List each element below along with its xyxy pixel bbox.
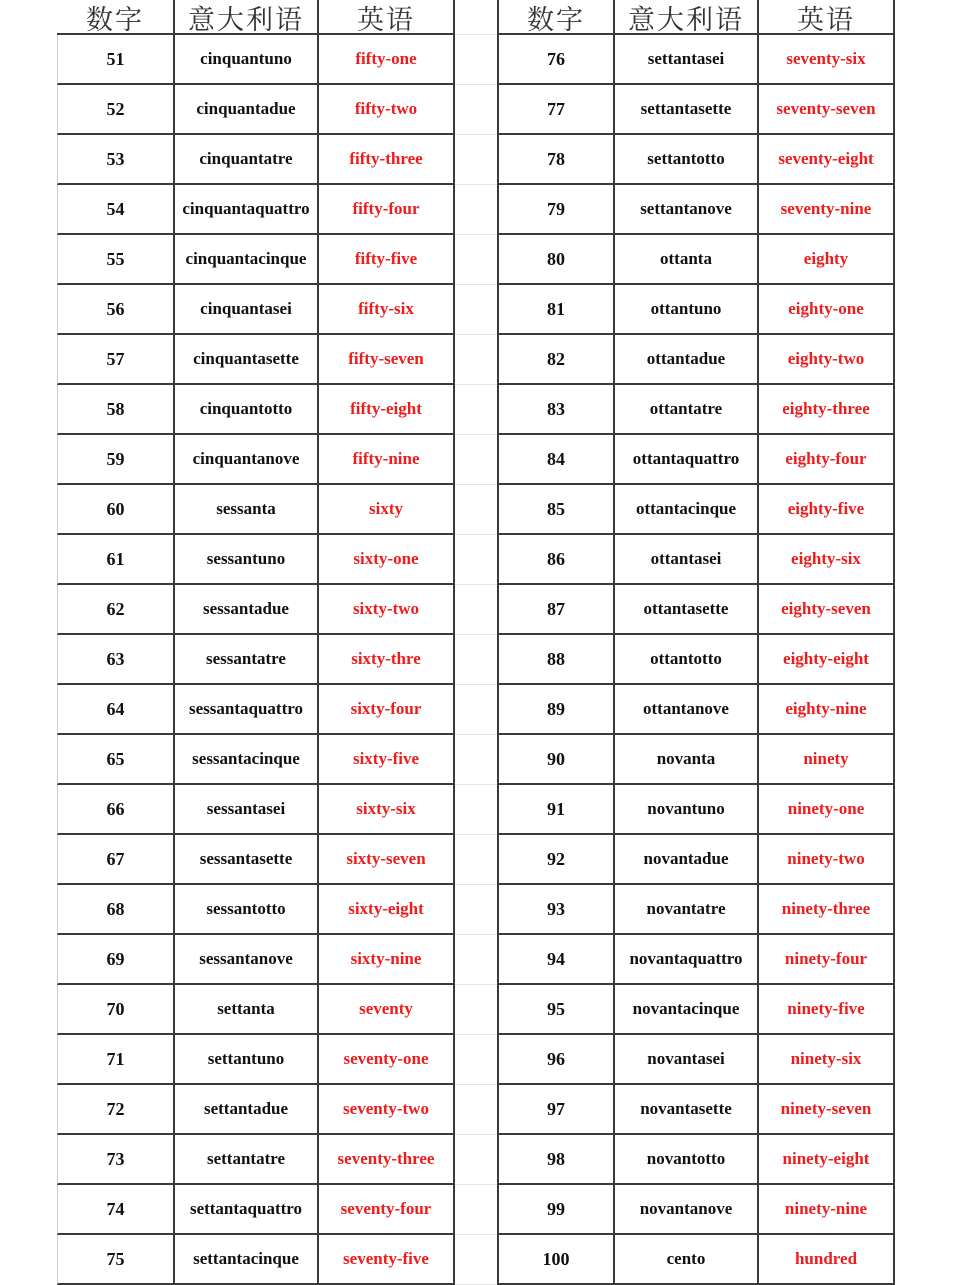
number-cell: 88 — [497, 635, 615, 685]
english-cell: sixty-one — [319, 535, 455, 585]
table-row — [497, 535, 895, 585]
table-row — [57, 735, 455, 785]
english-cell: eighty-one — [759, 285, 895, 335]
table-row — [57, 585, 455, 635]
number-cell: 73 — [57, 1135, 175, 1185]
italian-cell: settanta — [175, 985, 319, 1035]
number-cell: 70 — [57, 985, 175, 1035]
number-cell: 71 — [57, 1035, 175, 1085]
number-cell: 72 — [57, 1085, 175, 1135]
header-italian: 意大利语 — [175, 0, 319, 35]
english-cell: fifty-two — [319, 85, 455, 135]
english-cell: seventy-seven — [759, 85, 895, 135]
table-row — [57, 1235, 455, 1285]
italian-cell: settantadue — [175, 1085, 319, 1135]
table-row — [497, 985, 895, 1035]
english-cell: ninety-four — [759, 935, 895, 985]
gap-gridline — [455, 334, 497, 335]
italian-cell: ottantadue — [615, 335, 759, 385]
gap-gridline — [455, 834, 497, 835]
number-cell: 57 — [57, 335, 175, 385]
italian-cell: ottanta — [615, 235, 759, 285]
table-row — [57, 35, 455, 85]
number-cell: 77 — [497, 85, 615, 135]
italian-cell: novantuno — [615, 785, 759, 835]
english-cell: eighty-seven — [759, 585, 895, 635]
gap-gridline — [455, 734, 497, 735]
italian-cell: novantatre — [615, 885, 759, 935]
number-cell: 98 — [497, 1135, 615, 1185]
gap-gridline — [455, 384, 497, 385]
gap-gridline — [455, 884, 497, 885]
english-cell: sixty-six — [319, 785, 455, 835]
number-cell: 51 — [57, 35, 175, 85]
gap-gridline — [455, 134, 497, 135]
number-cell: 53 — [57, 135, 175, 185]
italian-cell: ottantatre — [615, 385, 759, 435]
english-cell: seventy-two — [319, 1085, 455, 1135]
header-italian: 意大利语 — [615, 0, 759, 35]
table-row — [57, 185, 455, 235]
italian-cell: ottantaquattro — [615, 435, 759, 485]
number-cell: 78 — [497, 135, 615, 185]
number-cell: 85 — [497, 485, 615, 535]
number-cell: 65 — [57, 735, 175, 785]
table-row — [497, 285, 895, 335]
table-row — [497, 635, 895, 685]
number-cell: 79 — [497, 185, 615, 235]
table-row — [57, 85, 455, 135]
gap-gridline — [455, 684, 497, 685]
table-row — [57, 485, 455, 535]
italian-cell: sessantadue — [175, 585, 319, 635]
number-cell: 66 — [57, 785, 175, 835]
english-cell: seventy-four — [319, 1185, 455, 1235]
italian-cell: ottantacinque — [615, 485, 759, 535]
english-cell: eighty-two — [759, 335, 895, 385]
number-cell: 54 — [57, 185, 175, 235]
english-cell: ninety-seven — [759, 1085, 895, 1135]
header-row — [497, 0, 895, 35]
gap-gridline — [455, 34, 497, 35]
english-cell: sixty-eight — [319, 885, 455, 935]
italian-cell: cinquantatre — [175, 135, 319, 185]
number-cell: 100 — [497, 1235, 615, 1285]
english-cell: seventy-six — [759, 35, 895, 85]
gap-gridline — [455, 534, 497, 535]
table-row — [497, 1035, 895, 1085]
english-cell: eighty-five — [759, 485, 895, 535]
number-cell: 60 — [57, 485, 175, 535]
italian-cell: cinquantuno — [175, 35, 319, 85]
italian-cell: novantaquattro — [615, 935, 759, 985]
number-cell: 52 — [57, 85, 175, 135]
english-cell: eighty-four — [759, 435, 895, 485]
italian-cell: sessantatre — [175, 635, 319, 685]
gap-gridline — [455, 484, 497, 485]
table-row — [497, 185, 895, 235]
table-row — [497, 885, 895, 935]
english-cell: ninety-five — [759, 985, 895, 1035]
header-english: 英语 — [759, 0, 895, 35]
table-row — [57, 985, 455, 1035]
table-row — [57, 1035, 455, 1085]
english-cell: sixty-two — [319, 585, 455, 635]
number-cell: 81 — [497, 285, 615, 335]
number-cell: 92 — [497, 835, 615, 885]
table-row — [497, 735, 895, 785]
english-cell: ninety — [759, 735, 895, 785]
table-row — [497, 835, 895, 885]
number-cell: 62 — [57, 585, 175, 635]
italian-cell: settantuno — [175, 1035, 319, 1085]
english-cell: sixty-nine — [319, 935, 455, 985]
english-cell: ninety-eight — [759, 1135, 895, 1185]
english-cell: fifty-six — [319, 285, 455, 335]
number-cell: 63 — [57, 635, 175, 685]
italian-cell: settantasette — [615, 85, 759, 135]
table-row — [497, 585, 895, 635]
english-cell: ninety-two — [759, 835, 895, 885]
gap-gridline — [455, 84, 497, 85]
table-row — [497, 685, 895, 735]
italian-cell: cinquantotto — [175, 385, 319, 435]
english-cell: eighty-eight — [759, 635, 895, 685]
english-cell: seventy — [319, 985, 455, 1035]
header-row — [57, 0, 455, 35]
number-cell: 97 — [497, 1085, 615, 1135]
number-cell: 76 — [497, 35, 615, 85]
english-cell: seventy-five — [319, 1235, 455, 1285]
italian-cell: cinquantadue — [175, 85, 319, 135]
table-row — [57, 535, 455, 585]
number-cell: 82 — [497, 335, 615, 385]
italian-cell: sessantanove — [175, 935, 319, 985]
number-cell: 55 — [57, 235, 175, 285]
number-cell: 75 — [57, 1235, 175, 1285]
english-cell: eighty-three — [759, 385, 895, 435]
table-row — [497, 1135, 895, 1185]
english-cell: fifty-three — [319, 135, 455, 185]
number-cell: 74 — [57, 1185, 175, 1235]
number-cell: 86 — [497, 535, 615, 585]
number-cell: 69 — [57, 935, 175, 985]
table-row — [57, 385, 455, 435]
numbers-table-76-100 — [497, 0, 895, 1285]
italian-cell: cinquantanove — [175, 435, 319, 485]
table-row — [497, 935, 895, 985]
english-cell: ninety-three — [759, 885, 895, 935]
header-number: 数字 — [497, 0, 615, 35]
numbers-table-51-75 — [57, 0, 455, 1285]
table-row — [497, 235, 895, 285]
table-row — [57, 435, 455, 485]
english-cell: ninety-nine — [759, 1185, 895, 1235]
english-cell: eighty-nine — [759, 685, 895, 735]
header-english: 英语 — [319, 0, 455, 35]
number-cell: 64 — [57, 685, 175, 735]
gap-gridline — [455, 934, 497, 935]
table-row — [497, 1085, 895, 1135]
italian-cell: cinquantaquattro — [175, 185, 319, 235]
gap-gridline — [455, 184, 497, 185]
number-cell: 96 — [497, 1035, 615, 1085]
table-row — [57, 1085, 455, 1135]
english-cell: fifty-seven — [319, 335, 455, 385]
gap-gridline — [455, 984, 497, 985]
table-row — [497, 335, 895, 385]
gap-gridline — [455, 434, 497, 435]
table-row — [497, 1185, 895, 1235]
gap-gridline — [455, 284, 497, 285]
italian-cell: settantotto — [615, 135, 759, 185]
table-row — [497, 85, 895, 135]
english-cell: fifty-nine — [319, 435, 455, 485]
number-cell: 56 — [57, 285, 175, 335]
italian-cell: cento — [615, 1235, 759, 1285]
italian-cell: sessantuno — [175, 535, 319, 585]
italian-cell: ottantotto — [615, 635, 759, 685]
italian-cell: sessanta — [175, 485, 319, 535]
gap-gridline — [455, 1084, 497, 1085]
italian-cell: settantanove — [615, 185, 759, 235]
italian-cell: ottantanove — [615, 685, 759, 735]
italian-cell: cinquantacinque — [175, 235, 319, 285]
english-cell: sixty-seven — [319, 835, 455, 885]
italian-cell: sessantotto — [175, 885, 319, 935]
italian-cell: settantaquattro — [175, 1185, 319, 1235]
english-cell: fifty-four — [319, 185, 455, 235]
table-row — [57, 685, 455, 735]
table-row — [57, 335, 455, 385]
italian-cell: ottantuno — [615, 285, 759, 335]
english-cell: sixty-thre — [319, 635, 455, 685]
number-cell: 61 — [57, 535, 175, 585]
table-row — [57, 285, 455, 335]
table-row — [497, 35, 895, 85]
english-cell: sixty-four — [319, 685, 455, 735]
number-cell: 67 — [57, 835, 175, 885]
table-row — [57, 935, 455, 985]
italian-cell: novanta — [615, 735, 759, 785]
gap-gridline — [455, 634, 497, 635]
table-row — [57, 235, 455, 285]
italian-cell: sessantasei — [175, 785, 319, 835]
italian-cell: novantasei — [615, 1035, 759, 1085]
table-row — [57, 1185, 455, 1235]
english-cell: fifty-eight — [319, 385, 455, 435]
gap-gridline — [455, 1184, 497, 1185]
table-row — [497, 385, 895, 435]
italian-cell: novantadue — [615, 835, 759, 885]
gap-gridline — [455, 584, 497, 585]
english-cell: fifty-one — [319, 35, 455, 85]
table-row — [497, 1235, 895, 1285]
table-row — [497, 485, 895, 535]
english-cell: sixty — [319, 485, 455, 535]
number-cell: 90 — [497, 735, 615, 785]
english-cell: ninety-six — [759, 1035, 895, 1085]
english-cell: seventy-eight — [759, 135, 895, 185]
english-cell: hundred — [759, 1235, 895, 1285]
number-cell: 58 — [57, 385, 175, 435]
english-cell: eighty — [759, 235, 895, 285]
gap-gridline — [455, 1034, 497, 1035]
italian-cell: novantacinque — [615, 985, 759, 1035]
gap-gridline — [455, 1234, 497, 1235]
table-row — [57, 835, 455, 885]
italian-cell: novantasette — [615, 1085, 759, 1135]
italian-cell: novantotto — [615, 1135, 759, 1185]
italian-cell: settantasei — [615, 35, 759, 85]
number-cell: 80 — [497, 235, 615, 285]
english-cell: fifty-five — [319, 235, 455, 285]
table-row — [57, 785, 455, 835]
header-number: 数字 — [57, 0, 175, 35]
english-cell: ninety-one — [759, 785, 895, 835]
number-cell: 93 — [497, 885, 615, 935]
italian-cell: ottantasette — [615, 585, 759, 635]
italian-cell: novantanove — [615, 1185, 759, 1235]
number-cell: 84 — [497, 435, 615, 485]
number-cell: 87 — [497, 585, 615, 635]
gap-gridline — [455, 784, 497, 785]
italian-cell: ottantasei — [615, 535, 759, 585]
italian-cell: settantacinque — [175, 1235, 319, 1285]
number-cell: 89 — [497, 685, 615, 735]
italian-cell: sessantasette — [175, 835, 319, 885]
italian-cell: sessantacinque — [175, 735, 319, 785]
number-cell: 99 — [497, 1185, 615, 1235]
english-cell: seventy-nine — [759, 185, 895, 235]
number-cell: 91 — [497, 785, 615, 835]
table-row — [57, 1135, 455, 1185]
table-row — [57, 635, 455, 685]
gap-gridline — [455, 1134, 497, 1135]
english-cell: seventy-one — [319, 1035, 455, 1085]
italian-cell: cinquantasette — [175, 335, 319, 385]
italian-cell: settantatre — [175, 1135, 319, 1185]
table-row — [57, 885, 455, 935]
gap-gridline — [455, 234, 497, 235]
number-cell: 94 — [497, 935, 615, 985]
table-row — [497, 785, 895, 835]
english-cell: sixty-five — [319, 735, 455, 785]
number-cell: 95 — [497, 985, 615, 1035]
english-cell: eighty-six — [759, 535, 895, 585]
italian-cell: sessantaquattro — [175, 685, 319, 735]
english-cell: seventy-three — [319, 1135, 455, 1185]
table-row — [57, 135, 455, 185]
number-cell: 59 — [57, 435, 175, 485]
number-cell: 83 — [497, 385, 615, 435]
number-cell: 68 — [57, 885, 175, 935]
table-gap — [455, 0, 497, 1280]
table-row — [497, 135, 895, 185]
table-row — [497, 435, 895, 485]
italian-cell: cinquantasei — [175, 285, 319, 335]
